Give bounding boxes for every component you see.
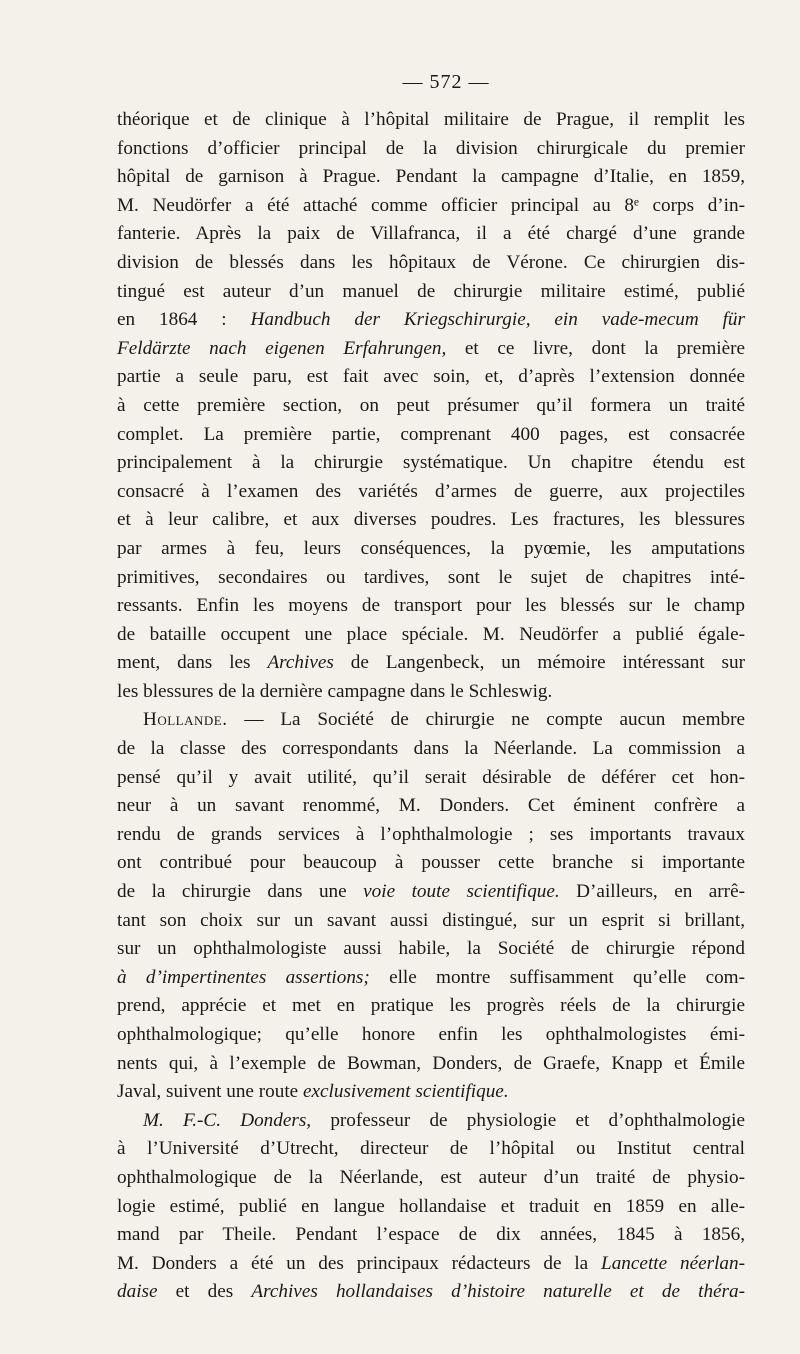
text-line (117, 878, 745, 907)
text-line (117, 278, 745, 307)
text-run: à cette première section, on peut présumer qu’il formera un traité (117, 394, 745, 416)
text-line (117, 535, 745, 564)
text-run: primitives, secondaires ou tardives, sont le sujet de chapitres inté- (117, 566, 745, 588)
text-line (117, 964, 745, 993)
text-run: logie estimé, publié en langue hollandaise et traduit en 1859 en alle- (117, 1195, 745, 1217)
text-line (117, 1135, 745, 1164)
text-line (117, 935, 745, 964)
text-run: principalement à la chirurgie systématique. Un chapitre étendu est (117, 452, 745, 474)
text-run: de bataille occupent une place spéciale. M. Neudörfer a publié égale- (117, 623, 745, 645)
text-line (117, 1221, 745, 1250)
text-run: et à leur calibre, et aux diverses poudres. Les fractures, les blessures (117, 509, 745, 531)
text-line (117, 735, 745, 764)
text-line (117, 564, 745, 593)
text-run: tingué est auteur d’un manuel de chirurgie militaire estimé, publié (117, 280, 745, 302)
text-run: sur un ophthalmologiste aussi habile, la Société de chirurgie répond (117, 938, 745, 960)
text-line (117, 1278, 745, 1307)
text-line (117, 449, 745, 478)
text-run: et des (157, 1281, 252, 1303)
text-line (117, 506, 745, 535)
text-run: hôpital de garnison à Prague. Pendant la campagne d’Italie, en 1859, (117, 166, 745, 188)
italic-text: Archives hollandaises d’histoire naturelle et de théra- (251, 1281, 745, 1303)
text-line (117, 1021, 745, 1050)
text-run: professeur de physiologie et d’ophthalmologie (311, 1109, 745, 1131)
text-line (117, 421, 745, 450)
text-run: par armes à feu, leurs conséquences, la pyœmie, les amputations (117, 537, 745, 559)
text-line (117, 821, 745, 850)
italic-text: à d’impertinentes assertions; (117, 966, 370, 988)
text-line (117, 1250, 745, 1279)
text-line (117, 306, 745, 335)
text-line (117, 135, 745, 164)
text-run: partie a seule paru, est fait avec soin, et, d’après l’extension donnée (117, 366, 745, 388)
text-run: ont contribué pour beaucoup à pousser cette branche si importante (117, 852, 745, 874)
text-line (117, 478, 745, 507)
text-run: mand par Theile. Pendant l’espace de dix années, 1845 à 1856, (117, 1224, 745, 1246)
text-line (117, 192, 745, 221)
text-run: ophthalmologique; qu’elle honore enfin les ophthalmologistes émi- (117, 1024, 745, 1045)
text-line (117, 678, 745, 707)
text-line (117, 1164, 745, 1193)
text-run: ophthalmologique de la Néerlande, est auteur d’un traité de physio- (117, 1166, 745, 1188)
text-run: à l’Université d’Utrecht, directeur de l’hôpital ou Institut central (117, 1138, 745, 1160)
text-run: théorique et de clinique à l’hôpital militaire de Prague, il remplit les (117, 109, 745, 130)
text-line (117, 706, 745, 735)
text-run: prend, apprécie et met en pratique les progrès réels de la chirurgie (117, 995, 745, 1017)
text-run: division de blessés dans les hôpitaux de Vérone. Ce chirurgien dis- (117, 251, 745, 273)
text-line (117, 363, 745, 392)
text-run: de Langenbeck, un mémoire intéressant sur (333, 652, 745, 674)
text-line (117, 220, 745, 249)
text-run: les blessures de la dernière campagne dans le Schleswig. (117, 680, 553, 702)
text-line (117, 249, 745, 278)
italic-text: Archives (267, 652, 334, 674)
text-run: complet. La première partie, comprenant 400 pages, est consacrée (117, 423, 745, 445)
text-run: rendu de grands services à l’ophthalmologie ; ses importants travaux (117, 823, 745, 845)
text-line (117, 907, 745, 936)
italic-text: Handbuch der Kriegschirurgie, ein vade-mecum für (250, 309, 745, 331)
text-run: nents qui, à l’exemple de Bowman, Donders, de Graefe, Knapp et Émile (117, 1052, 745, 1074)
body-text (117, 106, 745, 1307)
text-run: — La Société de chirurgie ne compte aucun membre (227, 709, 745, 731)
text-line (117, 792, 745, 821)
text-line (117, 106, 745, 135)
text-run: en 1864 : (117, 309, 251, 331)
text-line (117, 1050, 745, 1079)
text-run: ressants. Enfin les moyens de transport pour les blessés sur le champ (117, 595, 745, 617)
text-run: tant son choix sur un savant aussi distingué, sur un esprit si brillant, (117, 909, 745, 931)
text-run: consacré à l’examen des variétés d’armes de guerre, aux projectiles (117, 480, 745, 502)
italic-text: M. F.-C. Donders, (143, 1109, 312, 1131)
text-line (117, 992, 745, 1021)
text-line (117, 849, 745, 878)
italic-text: Lancette néerlan- (601, 1252, 745, 1274)
text-line (117, 764, 745, 793)
italic-text: Feldärzte nach eigenen Erfahrungen, (117, 337, 447, 359)
text-run: Javal, suivent une route (117, 1081, 303, 1103)
text-line (117, 1107, 745, 1136)
text-line (117, 163, 745, 192)
text-run: M. Neudörfer a été attaché comme officier principal au 8ᵉ corps d’in- (117, 194, 745, 216)
text-run: ment, dans les (117, 652, 268, 674)
text-run: et ce livre, dont la première (446, 337, 745, 359)
italic-text: daise (117, 1281, 158, 1303)
text-line (117, 335, 745, 364)
text-run: M. Donders a été un des principaux rédacteurs de la (117, 1252, 602, 1274)
small-caps-heading: Hollande. (143, 709, 228, 731)
text-run: D’ailleurs, en arrê- (559, 881, 745, 903)
text-run: fanterie. Après la paix de Villafranca, il a été chargé d’une grande (117, 223, 745, 245)
text-run: elle montre suffisamment qu’elle com- (369, 966, 745, 988)
text-run: fonctions d’officier principal de la division chirurgicale du premier (117, 137, 745, 159)
text-line (117, 392, 745, 421)
page-number: — 572 — (402, 71, 490, 93)
italic-text: voie toute scientifique. (363, 881, 560, 903)
text-line (117, 1193, 745, 1222)
italic-text: exclusivement scientifique. (302, 1081, 509, 1103)
text-line (117, 592, 745, 621)
text-line (117, 649, 745, 678)
text-run: pensé qu’il y avait utilité, qu’il serait désirable de déférer cet hon- (117, 766, 745, 788)
text-line (117, 621, 745, 650)
text-run: de la chirurgie dans une (117, 881, 364, 903)
text-run: de la classe des correspondants dans la Néerlande. La commission a (117, 738, 745, 760)
text-run: neur à un savant renommé, M. Donders. Cet éminent confrère a (117, 795, 745, 817)
text-line (117, 1078, 745, 1107)
